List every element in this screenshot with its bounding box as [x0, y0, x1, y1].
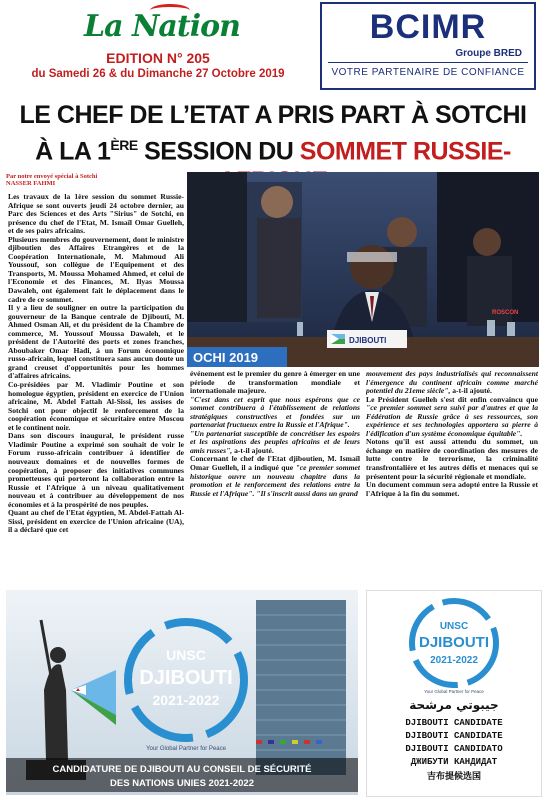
text: Concernant le chef de l'Etat djiboutien, M. Ismaïl Omar Guelleh, il a indiqué que	[190, 454, 360, 473]
headline-superscript: ÈRE	[110, 137, 138, 153]
quote: mouvement des pays industrialisés qui reconnaissent l'émergence du continent africain comme marché potentiel du 21eme siècle",	[366, 370, 538, 396]
article-column-2	[190, 370, 360, 570]
paragraph	[190, 455, 360, 498]
paragraph: Plusieurs membres du gouvernement, dont le ministre djiboutien des Affaires Etrangères et de la Coopération Internationale, M. Mahmoud Ali Youssouf, son collègue de l'Equipement et des Transports, M. Moussa Mohamed Ahmed, et celui de l'Economie et des Finances, M. Ilyas Moussa Dawaleh, ont également fait le déplacement dans le cadre de ce sommet.	[8, 234, 184, 304]
quote: "ce premier sommet historique ouvre un nouveau chapitre dans la promotion et le renforcement des relations entre la Russie et l'Afrique". "Il s'inscrit aussi dans un grand	[190, 463, 360, 498]
bcimr-tagline: VOTRE PARTENAIRE DE CONFIANCE	[331, 67, 525, 78]
unsc-candidature-ad	[6, 590, 358, 795]
masthead	[0, 0, 316, 100]
quote-paragraph: "C'est dans cet esprit que nous espérons que ce sommet contribuera à l'établissement de relations stratégiques constructives et fondées sur un partenariat fructueux entre la Russie et l'Afrique".	[190, 394, 360, 430]
headline-mid: SESSION DU	[137, 137, 300, 166]
ad-slogan-text: Your Global Partner for Peace	[146, 746, 226, 752]
summit-photo-illustration	[187, 172, 539, 367]
paragraph: Dans son discours inaugural, le président russe Vladimir Poutine a exprimé son souhait de voir le Forum russo-africain contribuer à identifier de nouveaux domaines et de nouvelles formes de coopération, à proposer des initiatives communes prometteuses qui porteront la collaboration entre la Russie et l'Afrique à un niveau qualitativement nouveau et à contribuer au développement de nos économies et à la prospérité de nos peuples.	[8, 431, 184, 509]
newspaper-logo: La Nation	[84, 9, 240, 44]
ad-unsc-text: UNSC	[166, 647, 206, 663]
unsc-ad-illustration	[6, 590, 358, 795]
paragraph	[190, 430, 360, 456]
ad-country-text: DJIBOUTI	[139, 667, 233, 689]
article-column-3	[366, 370, 538, 570]
paragraph: Quant au chef de l'Etat égyptien, M. Abdel-Fattah Al-Sissi, président en exercice de l'Union africaine (UA), il a déclaré que cet	[8, 508, 184, 535]
paragraph: Co-présidées par M. Vladimir Poutine et son homologue égyptien, président en exercice de l'Union africaine, M. Abdel Fattah Al-Sissi, les assises de Sotchi ont pour objectif le renforcement de la coopération économique et sécuritaire entre Moscou et le continent noir.	[8, 380, 184, 432]
ad-right-country: DJIBOUTI	[418, 634, 490, 651]
ad-right-line-en: DJIBOUTI CANDIDATE	[405, 718, 503, 728]
ad-right-line-fr: DJIBOUTI CANDIDATE	[405, 731, 503, 741]
unsc-candidate-ad	[366, 590, 542, 797]
bcimr-logo: BCIMR	[369, 8, 487, 46]
headline-highlight: SOMMET RUSSIE-	[299, 137, 511, 166]
ad-caption-2: DES NATIONS UNIES 2021-2022	[110, 778, 254, 789]
quote: "ce premier sommet sera suivi par d'autres et que la Fédération de Russie grâce à ses ressources, son expérience et ses technologies apportera sa pierre à l'édification d'un système économique équitable".	[366, 403, 538, 438]
byline-author: NASSER FAHMI	[6, 180, 56, 187]
paragraph: Il y a lieu de souligner en outre la participation du gouverneur de la Banque centrale de Djibouti, M. Ahmed Osman Ali, et du président de la Chambre de commerce, M. Youssouf Moussa Dawaleh, et le président de l'Autorité des ports et zones franches, Aboubaker Omar Hadi, à un Forum économique russo-africain, lequel constituera sans aucun doute un grand creuset d'opportunités pour les hommes d'affaires africains.	[8, 303, 184, 381]
bcimr-ad	[320, 2, 536, 90]
ad-right-unsc: UNSC	[439, 621, 469, 632]
edition-date: du Samedi 26 & du Dimanche 27 Octobre 2019	[31, 68, 285, 80]
ad-right-arabic: جيبوتي مرشحة	[409, 698, 499, 712]
bcimr-divider	[328, 62, 528, 63]
ad-right-line-zh: 吉布提候选国	[426, 772, 482, 782]
text: Le Président Guelleh s'est dit enfin convaincu que	[366, 394, 538, 404]
ad-right-years: 2021-2022	[430, 655, 478, 666]
sponsor-text: ROSCON	[492, 310, 519, 316]
ad-right-line-es: DJIBOUTI CANDIDATO	[405, 744, 503, 754]
quote: "Un partenariat susceptible de concrétiser les espoirs et les aspirations des peuples africains et de leurs amis russes",	[190, 428, 360, 455]
article-column-1	[8, 193, 184, 571]
headline-prefix: À LA 1	[35, 137, 111, 166]
paragraph: événement est le premier du genre à émerger en une période de transformation mondiale et internationale majeure.	[190, 370, 360, 396]
paragraph	[366, 396, 538, 439]
nameplate-text: DJIBOUTI	[349, 336, 387, 345]
text: a-t-il ajouté.	[232, 445, 274, 455]
paragraph	[366, 370, 538, 396]
byline-label: Par notre envoyé spécial à Sotchi	[6, 173, 98, 180]
ad-years-text: 2021-2022	[152, 692, 220, 708]
ad-right-slogan: Your Global Partner for Peace	[424, 689, 484, 694]
paragraph: Un document commun sera adopté entre la Russie et l'Afrique à la fin du sommet.	[366, 480, 538, 498]
headline-line-1: LE CHEF DE L’ETAT A PRIS PART À SOTCHI	[19, 101, 527, 129]
sochi-banner-text: OCHI 2019	[193, 350, 259, 365]
edition-number: EDITION N° 205	[106, 50, 210, 66]
text: a-t-il ajouté.	[450, 386, 492, 396]
ad-right-line-ru: ДЖИБУТИ КАНДИДАТ	[410, 757, 498, 767]
paragraph: Les travaux de la 1ère session du sommet Russie-Afrique se sont ouverts jeudi 24 octobre dernier, au Parc des Sciences et des Arts "Sirius" de Sotchi, en présence du chef de l'Etat, M. Ismaïl Omar Guelleh, et de ses pairs africains.	[8, 193, 184, 236]
summit-photo	[187, 172, 539, 367]
ad-caption-1: CANDIDATURE DE DJIBOUTI AU CONSEIL DE SÉCURITÉ	[52, 764, 312, 775]
paragraph: Notons qu'il est aussi attendu du sommet, un échange en matière de coordination des mesures de lutte contre le terrorisme, la criminalité transfrontalière et les autres défis et menaces qui se présentent pour la sécurité régionale et mondiale.	[366, 437, 538, 481]
unsc-candidate-illustration	[367, 591, 541, 796]
bcimr-group: Groupe BRED	[455, 48, 522, 59]
